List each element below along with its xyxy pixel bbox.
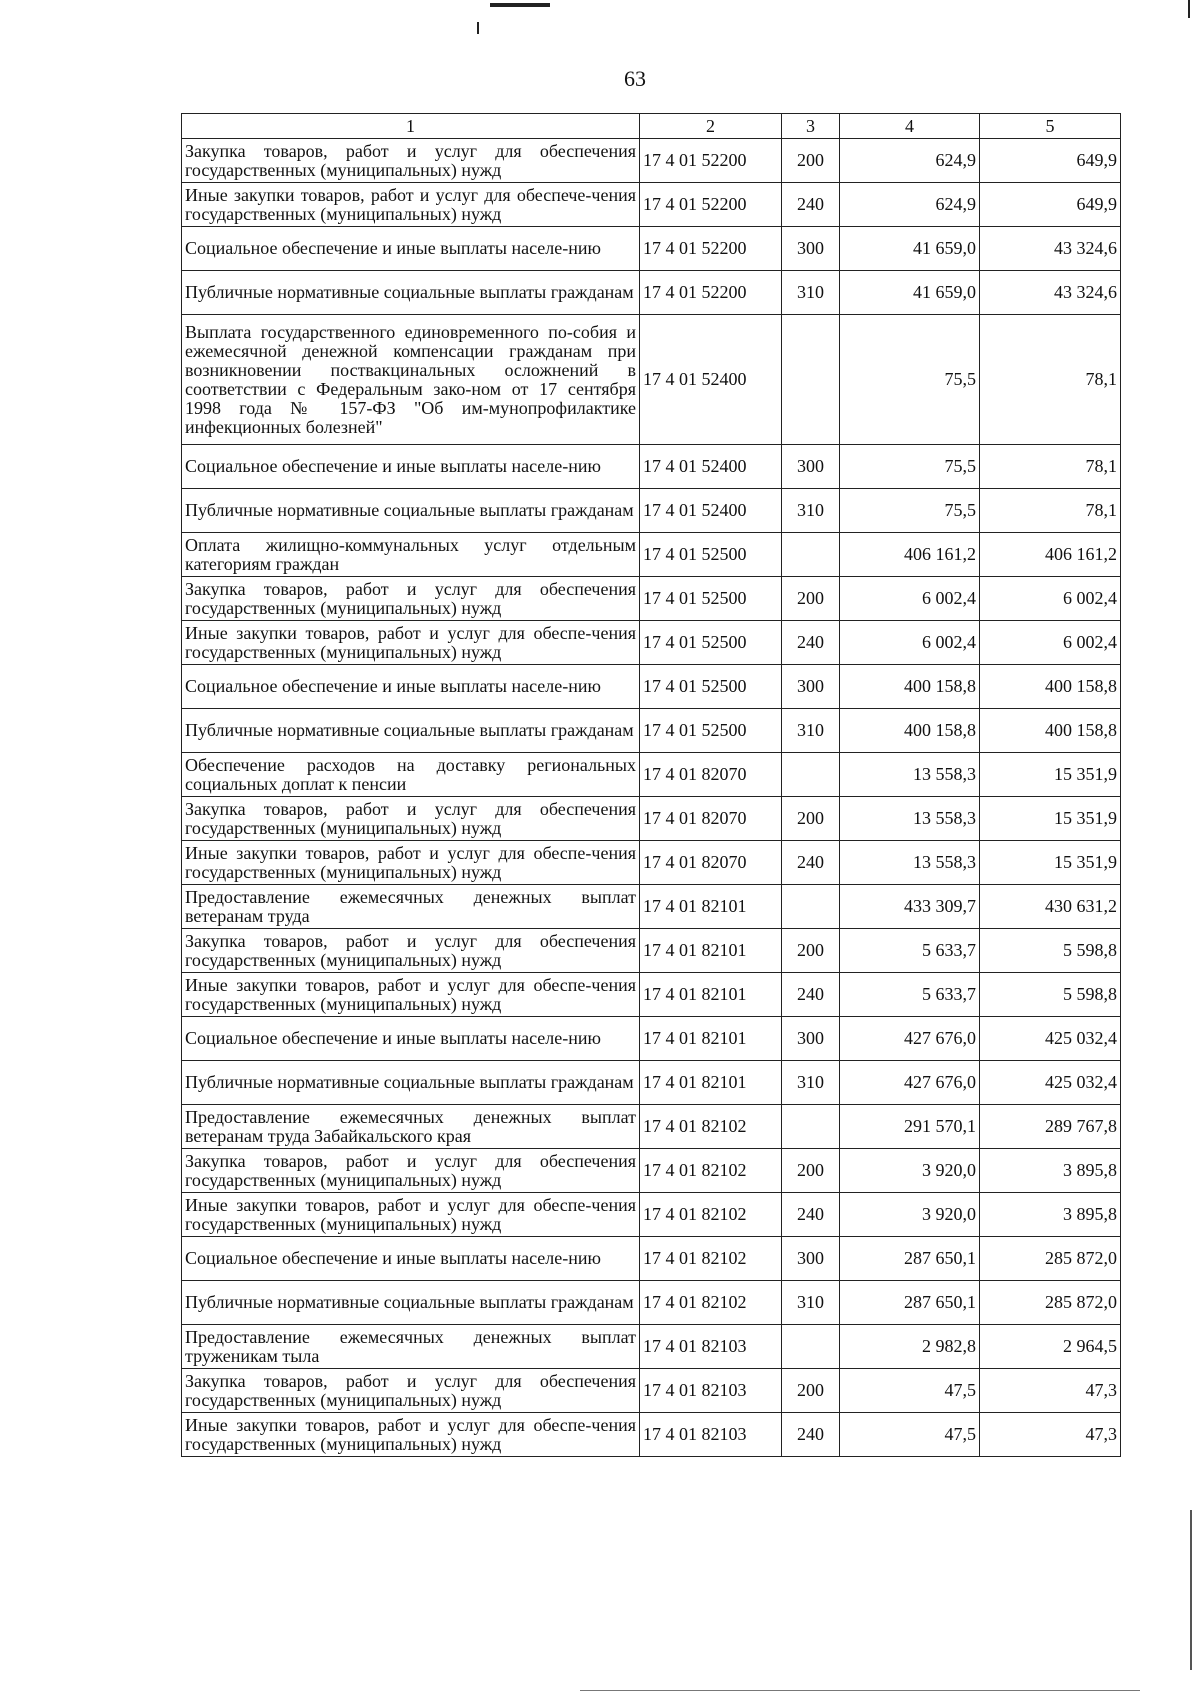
- table-row: [182, 1237, 1121, 1281]
- row-value-col4: 13 558,3: [840, 841, 980, 885]
- scan-mark-tick: [477, 22, 479, 34]
- row-value-col4: 3 920,0: [840, 1193, 980, 1237]
- row-value-col4: 6 002,4: [840, 577, 980, 621]
- row-value-col5: 43 324,6: [980, 271, 1121, 315]
- row-code: 17 4 01 52500: [640, 665, 782, 709]
- row-name: Закупка товаров, работ и услуг для обеспечения государственных (муниципальных) нужд: [182, 139, 640, 183]
- row-value-col4: 47,5: [840, 1369, 980, 1413]
- row-value-col5: 425 032,4: [980, 1061, 1121, 1105]
- row-expense-type: 200: [782, 577, 840, 621]
- table-row: [182, 139, 1121, 183]
- row-code: 17 4 01 52500: [640, 533, 782, 577]
- header-col-5: 5: [980, 114, 1121, 139]
- row-name: Социальное обеспечение и иные выплаты населе-нию: [182, 445, 640, 489]
- scan-mark-right-edge: [1188, 0, 1190, 18]
- row-name: Публичные нормативные социальные выплаты гражданам: [182, 1061, 640, 1105]
- row-code: 17 4 01 82070: [640, 797, 782, 841]
- row-code: 17 4 01 82103: [640, 1325, 782, 1369]
- table-row: [182, 315, 1121, 445]
- page-number: 63: [624, 66, 646, 91]
- header-row: [182, 114, 1121, 139]
- row-value-col4: 406 161,2: [840, 533, 980, 577]
- table-row: [182, 841, 1121, 885]
- row-name: Иные закупки товаров, работ и услуг для обеспе-чения государственных (муниципальных) нужд: [182, 841, 640, 885]
- row-name: Предоставление ежемесячных денежных выплат ветеранам труда Забайкальского края: [182, 1105, 640, 1149]
- row-value-col4: 287 650,1: [840, 1237, 980, 1281]
- row-value-col4: 291 570,1: [840, 1105, 980, 1149]
- row-code: 17 4 01 52200: [640, 227, 782, 271]
- row-name: Выплата государственного единовременного по-собия и ежемесячной денежной компенсации гражданам при возникновении поствакцинальных осложнений в соответствии с Федеральным зако-ном от 17 сентября 1998 года № 157-ФЗ "Об им-мунопрофилактике инфекционных болезней": [182, 315, 640, 445]
- row-expense-type: 300: [782, 445, 840, 489]
- row-value-col5: 649,9: [980, 139, 1121, 183]
- row-expense-type: 300: [782, 1017, 840, 1061]
- row-value-col4: 433 309,7: [840, 885, 980, 929]
- scan-mark-right-lower: [1190, 1510, 1192, 1670]
- row-value-col4: 75,5: [840, 489, 980, 533]
- row-expense-type: 300: [782, 1237, 840, 1281]
- scan-mark-top: [490, 3, 550, 7]
- table-row: [182, 1369, 1121, 1413]
- row-name: Публичные нормативные социальные выплаты гражданам: [182, 489, 640, 533]
- row-name: Оплата жилищно-коммунальных услуг отдельным категориям граждан: [182, 533, 640, 577]
- table-row: [182, 1017, 1121, 1061]
- table-row: [182, 271, 1121, 315]
- row-code: 17 4 01 82103: [640, 1369, 782, 1413]
- row-code: 17 4 01 52400: [640, 489, 782, 533]
- row-name: Социальное обеспечение и иные выплаты населе-нию: [182, 1017, 640, 1061]
- row-value-col4: 5 633,7: [840, 973, 980, 1017]
- row-expense-type: 240: [782, 1193, 840, 1237]
- row-value-col5: 289 767,8: [980, 1105, 1121, 1149]
- row-code: 17 4 01 82101: [640, 973, 782, 1017]
- row-code: 17 4 01 82102: [640, 1237, 782, 1281]
- table-row: [182, 665, 1121, 709]
- row-expense-type: 200: [782, 1149, 840, 1193]
- table-row: [182, 929, 1121, 973]
- row-value-col5: 15 351,9: [980, 797, 1121, 841]
- row-expense-type: [782, 315, 840, 445]
- row-code: 17 4 01 52200: [640, 183, 782, 227]
- row-value-col5: 78,1: [980, 315, 1121, 445]
- table-row: [182, 1061, 1121, 1105]
- row-name: Публичные нормативные социальные выплаты гражданам: [182, 271, 640, 315]
- row-name: Иные закупки товаров, работ и услуг для обеспече-чения государственных (муниципальных) нужд: [182, 183, 640, 227]
- row-value-col5: 3 895,8: [980, 1149, 1121, 1193]
- row-expense-type: 240: [782, 183, 840, 227]
- row-value-col5: 47,3: [980, 1413, 1121, 1457]
- row-expense-type: 300: [782, 665, 840, 709]
- row-expense-type: 300: [782, 227, 840, 271]
- row-expense-type: [782, 885, 840, 929]
- row-name: Социальное обеспечение и иные выплаты населе-нию: [182, 1237, 640, 1281]
- row-value-col5: 400 158,8: [980, 709, 1121, 753]
- table-row: [182, 753, 1121, 797]
- table-row: [182, 445, 1121, 489]
- row-name: Иные закупки товаров, работ и услуг для обеспе-чения государственных (муниципальных) нужд: [182, 973, 640, 1017]
- row-value-col5: 285 872,0: [980, 1237, 1121, 1281]
- row-expense-type: 240: [782, 621, 840, 665]
- row-value-col4: 624,9: [840, 183, 980, 227]
- row-name: Закупка товаров, работ и услуг для обеспечения государственных (муниципальных) нужд: [182, 929, 640, 973]
- row-value-col5: 15 351,9: [980, 841, 1121, 885]
- row-value-col5: 406 161,2: [980, 533, 1121, 577]
- row-code: 17 4 01 52400: [640, 445, 782, 489]
- row-name: Предоставление ежемесячных денежных выплат труженикам тыла: [182, 1325, 640, 1369]
- row-code: 17 4 01 82102: [640, 1105, 782, 1149]
- row-expense-type: 310: [782, 271, 840, 315]
- row-name: Закупка товаров, работ и услуг для обеспечения государственных (муниципальных) нужд: [182, 1369, 640, 1413]
- scan-mark-bottom: [580, 1690, 1140, 1691]
- row-code: 17 4 01 52500: [640, 577, 782, 621]
- row-value-col4: 400 158,8: [840, 665, 980, 709]
- row-code: 17 4 01 82103: [640, 1413, 782, 1457]
- row-expense-type: 310: [782, 1061, 840, 1105]
- row-value-col4: 624,9: [840, 139, 980, 183]
- table-row: [182, 577, 1121, 621]
- table-row: [182, 621, 1121, 665]
- row-value-col5: 43 324,6: [980, 227, 1121, 271]
- table-row: [182, 183, 1121, 227]
- row-code: 17 4 01 52400: [640, 315, 782, 445]
- row-code: 17 4 01 82101: [640, 885, 782, 929]
- row-value-col4: 400 158,8: [840, 709, 980, 753]
- row-expense-type: [782, 533, 840, 577]
- row-expense-type: 240: [782, 973, 840, 1017]
- row-expense-type: [782, 1325, 840, 1369]
- row-value-col5: 649,9: [980, 183, 1121, 227]
- row-expense-type: 200: [782, 929, 840, 973]
- row-expense-type: 240: [782, 841, 840, 885]
- row-code: 17 4 01 82102: [640, 1193, 782, 1237]
- row-value-col4: 3 920,0: [840, 1149, 980, 1193]
- table-row: [182, 1149, 1121, 1193]
- row-name: Закупка товаров, работ и услуг для обеспечения государственных (муниципальных) нужд: [182, 577, 640, 621]
- row-value-col4: 13 558,3: [840, 753, 980, 797]
- row-value-col4: 427 676,0: [840, 1017, 980, 1061]
- row-value-col5: 5 598,8: [980, 973, 1121, 1017]
- row-value-col4: 5 633,7: [840, 929, 980, 973]
- row-name: Предоставление ежемесячных денежных выплат ветеранам труда: [182, 885, 640, 929]
- row-name: Публичные нормативные социальные выплаты гражданам: [182, 709, 640, 753]
- table-row: [182, 1413, 1121, 1457]
- row-value-col4: 41 659,0: [840, 271, 980, 315]
- row-code: 17 4 01 82070: [640, 841, 782, 885]
- header-col-2: 2: [640, 114, 782, 139]
- table-row: [182, 1193, 1121, 1237]
- table-row: [182, 973, 1121, 1017]
- row-name: Закупка товаров, работ и услуг для обеспечения государственных (муниципальных) нужд: [182, 797, 640, 841]
- row-name: Иные закупки товаров, работ и услуг для обеспе-чения государственных (муниципальных) нужд: [182, 1193, 640, 1237]
- row-code: 17 4 01 82102: [640, 1149, 782, 1193]
- row-value-col5: 6 002,4: [980, 577, 1121, 621]
- row-name: Обеспечение расходов на доставку региональных социальных доплат к пенсии: [182, 753, 640, 797]
- row-expense-type: 310: [782, 1281, 840, 1325]
- row-value-col4: 287 650,1: [840, 1281, 980, 1325]
- row-expense-type: 310: [782, 709, 840, 753]
- table-row: [182, 885, 1121, 929]
- row-name: Иные закупки товаров, работ и услуг для обеспе-чения государственных (муниципальных) нужд: [182, 621, 640, 665]
- row-expense-type: 200: [782, 139, 840, 183]
- table-row: [182, 227, 1121, 271]
- budget-table: [181, 113, 1121, 1457]
- row-name: Социальное обеспечение и иные выплаты населе-нию: [182, 227, 640, 271]
- row-code: 17 4 01 82102: [640, 1281, 782, 1325]
- header-col-3: 3: [782, 114, 840, 139]
- row-name: Иные закупки товаров, работ и услуг для обеспе-чения государственных (муниципальных) нужд: [182, 1413, 640, 1457]
- row-expense-type: [782, 1105, 840, 1149]
- row-code: 17 4 01 82101: [640, 1061, 782, 1105]
- row-expense-type: 200: [782, 797, 840, 841]
- row-value-col5: 78,1: [980, 445, 1121, 489]
- row-value-col5: 3 895,8: [980, 1193, 1121, 1237]
- table-row: [182, 797, 1121, 841]
- row-value-col5: 425 032,4: [980, 1017, 1121, 1061]
- row-code: 17 4 01 82101: [640, 929, 782, 973]
- row-value-col4: 6 002,4: [840, 621, 980, 665]
- table-row: [182, 489, 1121, 533]
- row-value-col5: 47,3: [980, 1369, 1121, 1413]
- row-code: 17 4 01 52500: [640, 621, 782, 665]
- row-expense-type: [782, 753, 840, 797]
- row-code: 17 4 01 52200: [640, 139, 782, 183]
- row-name: Публичные нормативные социальные выплаты гражданам: [182, 1281, 640, 1325]
- row-value-col4: 2 982,8: [840, 1325, 980, 1369]
- row-code: 17 4 01 82101: [640, 1017, 782, 1061]
- row-name: Закупка товаров, работ и услуг для обеспечения государственных (муниципальных) нужд: [182, 1149, 640, 1193]
- row-value-col5: 400 158,8: [980, 665, 1121, 709]
- row-value-col5: 15 351,9: [980, 753, 1121, 797]
- row-value-col4: 47,5: [840, 1413, 980, 1457]
- row-code: 17 4 01 52500: [640, 709, 782, 753]
- table-row: [182, 709, 1121, 753]
- row-value-col4: 75,5: [840, 445, 980, 489]
- table-row: [182, 1325, 1121, 1369]
- table-row: [182, 1281, 1121, 1325]
- row-value-col4: 427 676,0: [840, 1061, 980, 1105]
- table-row: [182, 1105, 1121, 1149]
- row-expense-type: 200: [782, 1369, 840, 1413]
- row-value-col4: 41 659,0: [840, 227, 980, 271]
- table-body: [182, 139, 1121, 1457]
- row-code: 17 4 01 82070: [640, 753, 782, 797]
- table-row: [182, 533, 1121, 577]
- row-value-col5: 6 002,4: [980, 621, 1121, 665]
- row-value-col5: 2 964,5: [980, 1325, 1121, 1369]
- header-col-1: 1: [182, 114, 640, 139]
- row-value-col4: 13 558,3: [840, 797, 980, 841]
- header-col-4: 4: [840, 114, 980, 139]
- row-expense-type: 240: [782, 1413, 840, 1457]
- row-code: 17 4 01 52200: [640, 271, 782, 315]
- row-value-col5: 430 631,2: [980, 885, 1121, 929]
- row-name: Социальное обеспечение и иные выплаты населе-нию: [182, 665, 640, 709]
- row-value-col5: 285 872,0: [980, 1281, 1121, 1325]
- row-expense-type: 310: [782, 489, 840, 533]
- row-value-col5: 78,1: [980, 489, 1121, 533]
- row-value-col4: 75,5: [840, 315, 980, 445]
- row-value-col5: 5 598,8: [980, 929, 1121, 973]
